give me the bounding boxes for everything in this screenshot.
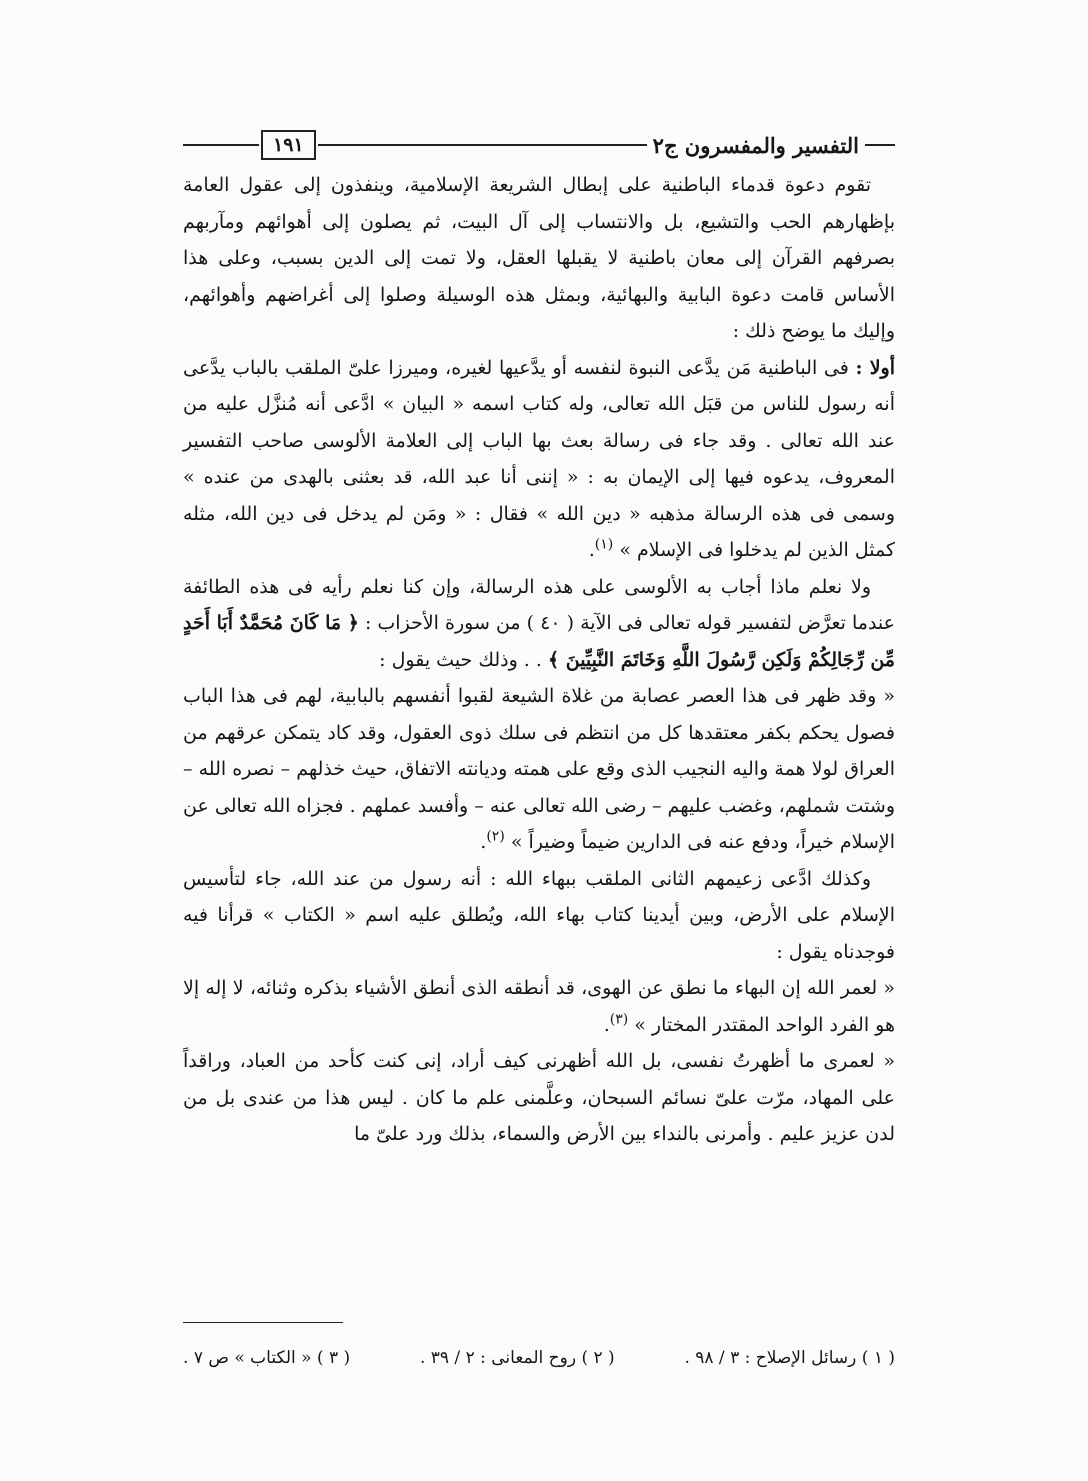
footnote-ref: (١) (594, 536, 614, 553)
paragraph-lead: أولا : (855, 356, 895, 379)
paragraph (183, 861, 895, 971)
quotation (183, 1043, 895, 1153)
paragraph-text: . . وذلك حيث يقول : (379, 648, 542, 671)
running-header (183, 125, 895, 165)
header-rule-left (183, 144, 259, 146)
footnote-ref: (٣) (609, 1011, 629, 1028)
page (183, 125, 895, 1153)
footnote-ref: (٢) (486, 828, 505, 845)
paragraph-text: ولا نعلم ماذا أجاب به الألوسى على هذه الرسالة، وإن كنا نعلم رأيه فى هذه الطائفة عندما تعرَّض لتفسير قوله تعالى فى الآية ( ٤٠ ) من سورة الأحزاب : (183, 575, 896, 634)
paragraph (183, 569, 895, 679)
quotation: « لعمر الله إن البهاء ما نطق عن الهوى، قد أنطقه الذى أنطق الأشياء بذكره وثنائه، لا إله إلا هو الفرد الواحد المقتدر المختار » $^{(٣)}$. (183, 977, 895, 1036)
quotation-text: « لعمر الله إن البهاء ما نطق عن الهوى، قد أنطقه الذى أنطق الأشياء بذكره وثنائه، لا إله إلا هو الفرد الواحد المقتدر المختار » (183, 977, 895, 1036)
quran-verse: ﴿ مَا كَانَ مُحَمَّدٌ أَبَا أَحَدٍ مِّن رِّجَالِكُمْ وَلَكِن رَّسُولَ اللَّهِ وَخَاتَمَ النَّبِيِّينَ ﴾ (183, 612, 895, 671)
book-title: التفسير والمفسرون ج٢ (652, 132, 859, 158)
body-text (183, 167, 895, 1153)
paragraph: أولا : فى الباطنية مَن يدَّعى النبوة لنفسه أو يدَّعيها لغيره، وميرزا علىّ الملقب بالباب يدَّعى أنه رسول للناس من قبَل الله تعالى، وله كتاب اسمه « البيان » ادَّعى أنه مُنزَّل عليه من عند الله تعالى . وقد جاء فى رسالة بعث بها الباب إلى العلامة الألوسى صاحب التفسير المعروف، يدعوه فيها إلى الإيمان به : « إننى أنا عبد الله، قد بعثنى بالهدى من عنده » وسمى فى هذه الرسالة مذهبه « دين الله » فقال : « ومَن لم يدخل فى دين الله، مثله كمثل الذين لم يدخلوا فى الإسلام » $^{(١)}$. (183, 356, 895, 561)
header-rule (318, 144, 647, 146)
paragraph-text: تقوم دعوة قدماء الباطنية على إبطال الشريعة الإسلامية، وينفذون إلى عقول العامة بإظهارهم الحب والتشيع، بل والانتساب إلى آل البيت، ثم يصلون إلى أهوائهم ومآربهم بصرفهم القرآن إلى معان باطنية لا يقبلها العقل، ولا تمت إلى الدين بسبب، وعلى هذا الأساس قامت دعوة البابية والبهائية، وبمثل هذه الوسيلة وصلوا إلى أغراضهم وأهوائهم، وإليك ما يوضح ذلك : (183, 174, 895, 342)
paragraph (183, 167, 895, 350)
header-dash (865, 144, 895, 146)
quotation-text: « وقد ظهر فى هذا العصر عصابة من غلاة الشيعة لقبوا أنفسهم بالبابية، لهم فى هذا الباب فصول يحكم بكفر معتقدها كل من انتظم فى سلك ذوى العقول، وقد كاد يتمكن عرقهم من العراق لولا همة واليه النجيب الذى وقع على همته وديانته الاتفاق، حيث خذلهم – نصره الله – وشتت شملهم، وغضب عليهم – رضى الله تعالى عنه – وأفسد عملهم . فجزاه الله تعالى عن الإسلام خيراً، ودفع عنه فى الدارين ضيماً وضيراً » (183, 685, 895, 853)
footnotes (183, 1346, 895, 1370)
quotation: « وقد ظهر فى هذا العصر عصابة من غلاة الشيعة لقبوا أنفسهم بالبابية، لهم فى هذا الباب فصول يحكم بكفر معتقدها كل من انتظم فى سلك ذوى العقول، وقد كاد يتمكن عرقهم من العراق لولا همة واليه النجيب الذى وقع على همته وديانته الاتفاق، حيث خذلهم – نصره الله – وشتت شملهم، وغضب عليهم – رضى الله تعالى عنه – وأفسد عملهم . فجزاه الله تعالى عن الإسلام خيراً، ودفع عنه فى الدارين ضيماً وضيراً » $^{(٢)}$. (183, 685, 895, 853)
paragraph-text: فى الباطنية مَن يدَّعى النبوة لنفسه أو يدَّعيها لغيره، وميرزا علىّ الملقب بالباب يدَّعى أنه رسول للناس من قبَل الله تعالى، وله كتاب اسمه « البيان » ادَّعى أنه مُنزَّل عليه من عند الله تعالى . وقد جاء فى رسالة بعث بها الباب إلى العلامة الألوسى صاحب التفسير المعروف، يدعوه فيها إلى الإيمان به : « إننى أنا عبد الله، قد بعثنى بالهدى من عنده » وسمى فى هذه الرسالة مذهبه « دين الله » فقال : « ومَن لم يدخل فى دين الله، مثله كمثل الذين لم يدخلوا فى الإسلام » (183, 356, 895, 561)
footnote: ( ٣ ) « الكتاب » ص ٧ . (183, 1348, 351, 1368)
footnote: ( ٢ ) روح المعانى : ٢ / ٣٩ . (419, 1348, 615, 1368)
paragraph-text: وكذلك ادَّعى زعيمهم الثانى الملقب ببهاء الله : أنه رسول من عند الله، جاء لتأسيس الإسلام على الأرض، وبين أيدينا كتاب بهاء الله، ويُطلق عليه اسم « الكتاب » قرأنا فيه فوجدناه يقول : (183, 867, 895, 963)
footnote-separator (183, 1322, 343, 1323)
page-number: ١٩١ (261, 130, 316, 160)
quotation-text: « لعمرى ما أظهرتُ نفسى، بل الله أظهرنى كيف أراد، إنى كنت كأحد من العباد، وراقداً على المهاد، مرّت علىّ نسائم السبحان، وعلَّمنى علم ما كان . ليس هذا من عندى بل من لدن عزيز عليم . وأمرنى بالنداء بين الأرض والسماء، بذلك ورد علىّ ما (183, 1050, 895, 1145)
footnote: ( ١ ) رسائل الإصلاح : ٣ / ٩٨ . (684, 1348, 895, 1368)
